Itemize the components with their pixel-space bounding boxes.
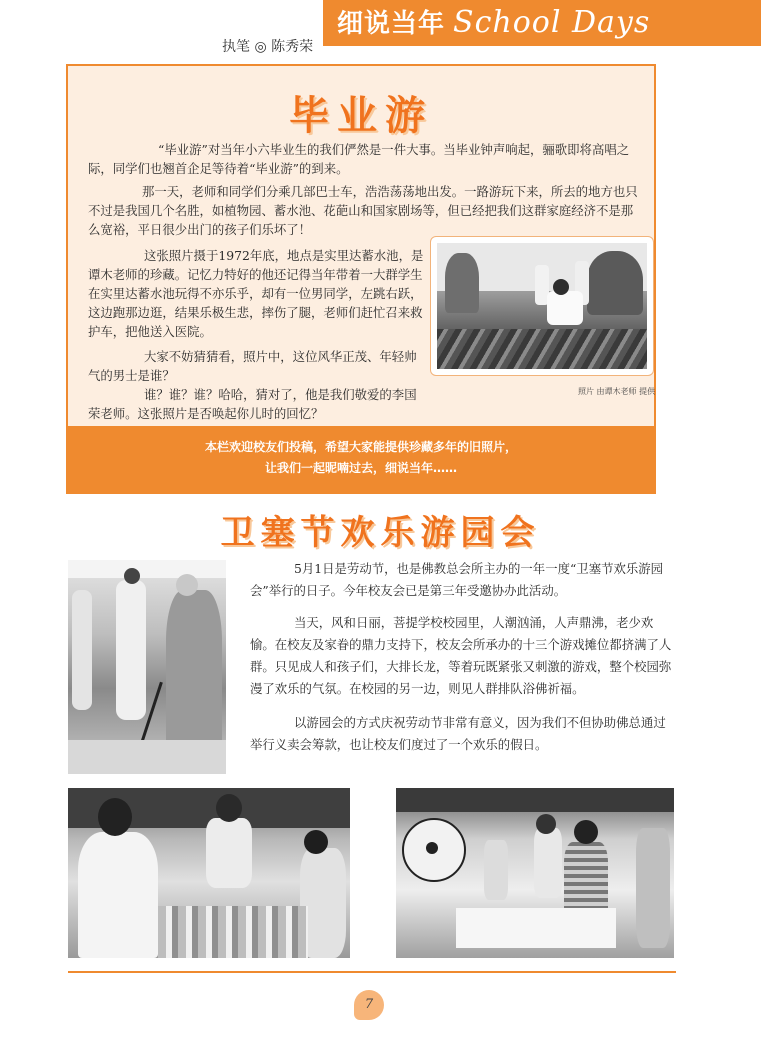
bottom-rule — [68, 971, 676, 973]
vesak-photo-game-stall — [68, 788, 350, 958]
feature-paragraph: 那一天，老师和同学们分乘几部巴士车，浩浩荡荡地出发。一路游玩下来，所去的地方也只不过是我国几个名胜，如植物园、蓄水池、花葩山和国家剧场等，但已经把我们这群家庭经济不是那么宽裕，平日很少出门的孩子们乐坏了！ — [88, 184, 638, 237]
column-title — [337, 4, 650, 42]
section-paragraph: 以游园会的方式庆祝劳动节非常有意义，因为我们不但协助佛总通过举行义卖会筹款，也让校友们度过了一个欢乐的假日。 — [250, 715, 666, 752]
feature-title: 毕业游 — [289, 92, 433, 139]
feature-paragraph: “毕业游”对当年小六毕业生的我们俨然是一件大事。当毕业钟声响起，骊歌即将高唱之际，同学们也翘首企足等待着“毕业游”的到来。 — [88, 142, 630, 176]
feature-paragraph: 大家不妨猜猜看，照片中，这位风华正茂、年轻帅气的男士是谁？ — [88, 349, 417, 383]
photo-image — [437, 243, 647, 369]
page-number: 7 — [354, 990, 384, 1020]
footer-line: 让我们一起昵喃过去，细说当年…… — [264, 461, 457, 475]
byline: 执笔 ◎ 陈秀荣 — [222, 39, 314, 55]
section-paragraph: 当天，风和日丽，菩提学校校园里，人潮汹涌，人声鼎沸，老少欢愉。在校友及家眷的鼎力支持下，校友会所承办的十三个游戏摊位都挤满了人群。只见成人和孩子们，大排长龙，等着玩既紧张又刺激的游戏，整个校园弥漫了欢乐的气氛。在校园的另一边，则见人群排队浴佛祈福。 — [250, 615, 672, 696]
graduation-trip-photo — [430, 236, 654, 376]
section-paragraph: 5月1日是劳动节，也是佛教总会所主办的一年一度“卫塞节欢乐游园会”举行的日子。今年校友会已是第三年受邀协办此活动。 — [250, 561, 664, 598]
photo-caption: 照片 由谭木老师 提供 — [578, 387, 656, 396]
section-title: 卫塞节欢乐游园会 — [220, 513, 541, 553]
vesak-photo-monk — [68, 560, 226, 774]
column-title-cn: 细说当年 — [337, 9, 446, 39]
feature-footer — [68, 426, 654, 492]
column-title-en: School Days — [453, 5, 651, 40]
feature-paragraph: 谁？谁？谁？哈哈，猜对了，他是我们敬爱的李国荣老师。这张照片是否唤起你儿时的回忆？ — [88, 387, 417, 421]
header-band — [323, 0, 761, 46]
footer-line: 本栏欢迎校友们投稿，希望大家能提供珍藏多年的旧照片， — [204, 440, 517, 454]
vesak-photo-wheel-game — [396, 788, 674, 958]
feature-panel — [66, 64, 656, 494]
feature-paragraph: 这张照片摄于1972年底，地点是实里达蓄水池，是谭木老师的珍藏。记忆力特好的他还记得当年带着一大群学生在实里达蓄水池玩得不亦乐乎，却有一位男同学，左跳右跃，这边跑那边逛，结果乐极生悲，摔伤了腿，老师们赶忙召来救护车，把他送入医院。 — [88, 248, 424, 339]
